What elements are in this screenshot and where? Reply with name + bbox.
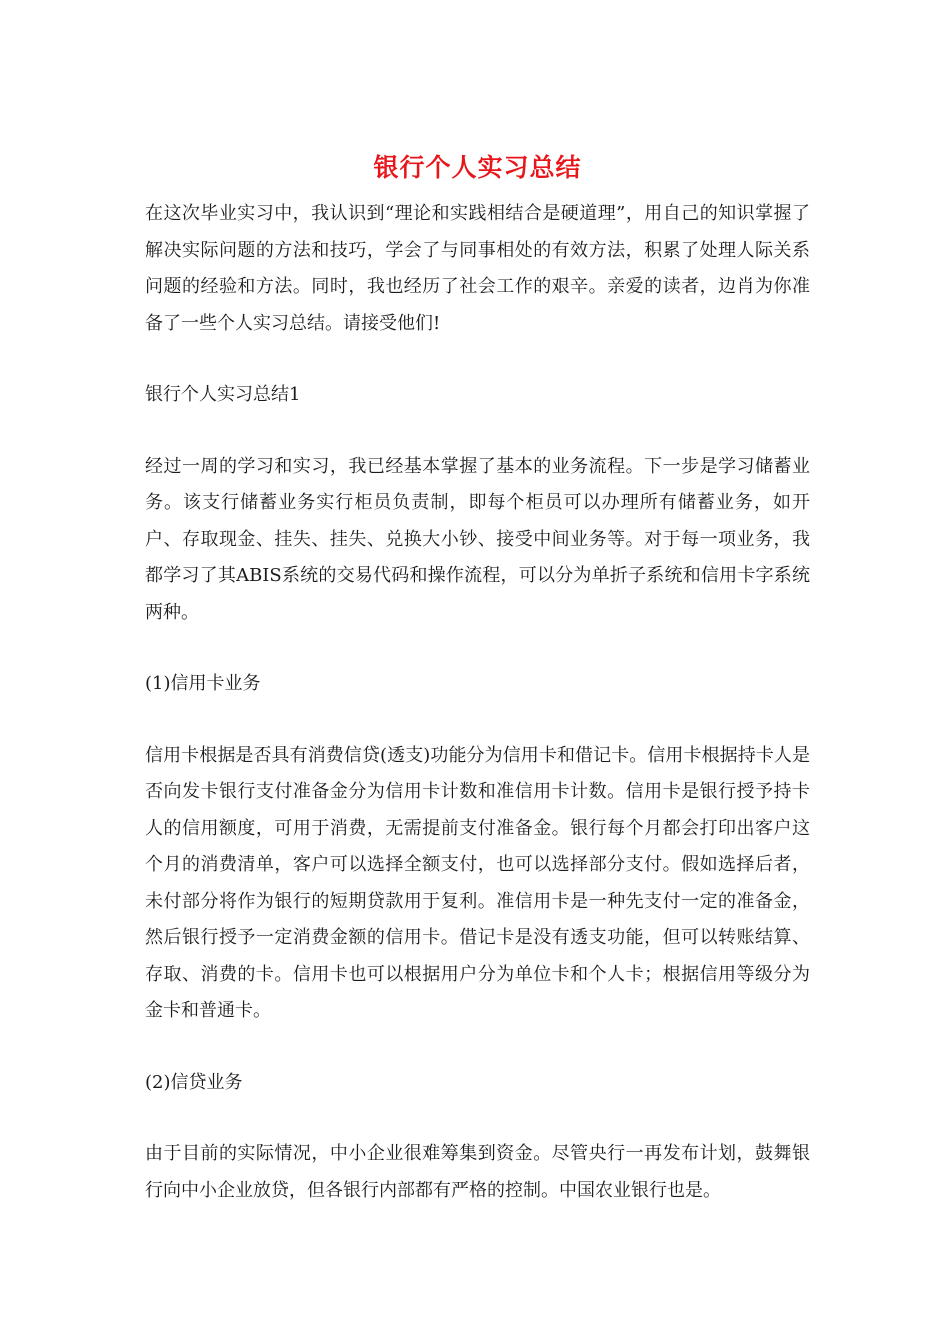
loan-paragraph: 由于目前的实际情况，中小企业很难筹集到资金。尽管央行一再发布计划，鼓舞银行向中小企业放贷，但各银行内部都有严格的控制。中国农业银行也是。 [145, 1143, 810, 1201]
document-page [145, 150, 810, 1244]
credit-card-heading: (1)信用卡业务 [145, 673, 261, 694]
credit-card-paragraph: 信用卡根据是否具有消费信贷(透支)功能分为信用卡和借记卡。信用卡根据持卡人是否向发卡银行支付准备金分为信用卡计数和准信用卡计数。信用卡是银行授予持卡人的信用额度，可用于消费，无需提前支付准备金。银行每个月都会打印出客户这个月的消费清单，客户可以选择全额支付，也可以选择部分支付。假如选择后者，未付部分将作为银行的短期贷款用于复利。准信用卡是一种先支付一定的准备金，然后银行授予一定消费金额的信用卡。借记卡是没有透支功能，但可以转账结算、存取、消费的卡。信用卡也可以根据用户分为单位卡和个人卡；根据信用等级分为金卡和普通卡。 [145, 744, 810, 1021]
section-title: 银行个人实习总结1 [145, 384, 301, 405]
section-paragraph: 经过一周的学习和实习，我已经基本掌握了基本的业务流程。下一步是学习储蓄业务。该支行储蓄业务实行柜员负责制，即每个柜员可以办理所有储蓄业务，如开户、存取现金、挂失、挂失、兑换大小钞、接受中间业务等。对于每一项业务，我都学习了其ABIS系统的交易代码和操作流程，可以分为单折子系统和信用卡字系统两种。 [145, 455, 810, 623]
loan-heading: (2)信贷业务 [145, 1071, 243, 1093]
document-title: 银行个人实习总结 [373, 153, 582, 182]
intro-paragraph: 在这次毕业实习中，我认识到“理论和实践相结合是硬道理”，用自己的知识掌握了解决实际问题的方法和技巧，学会了与同事相处的有效方法，积累了处理人际关系问题的经验和方法。同时，我也经历了社会工作的艰辛。亲爱的读者，边肖为你准备了一些个人实习总结。请接受他们! [145, 203, 810, 334]
